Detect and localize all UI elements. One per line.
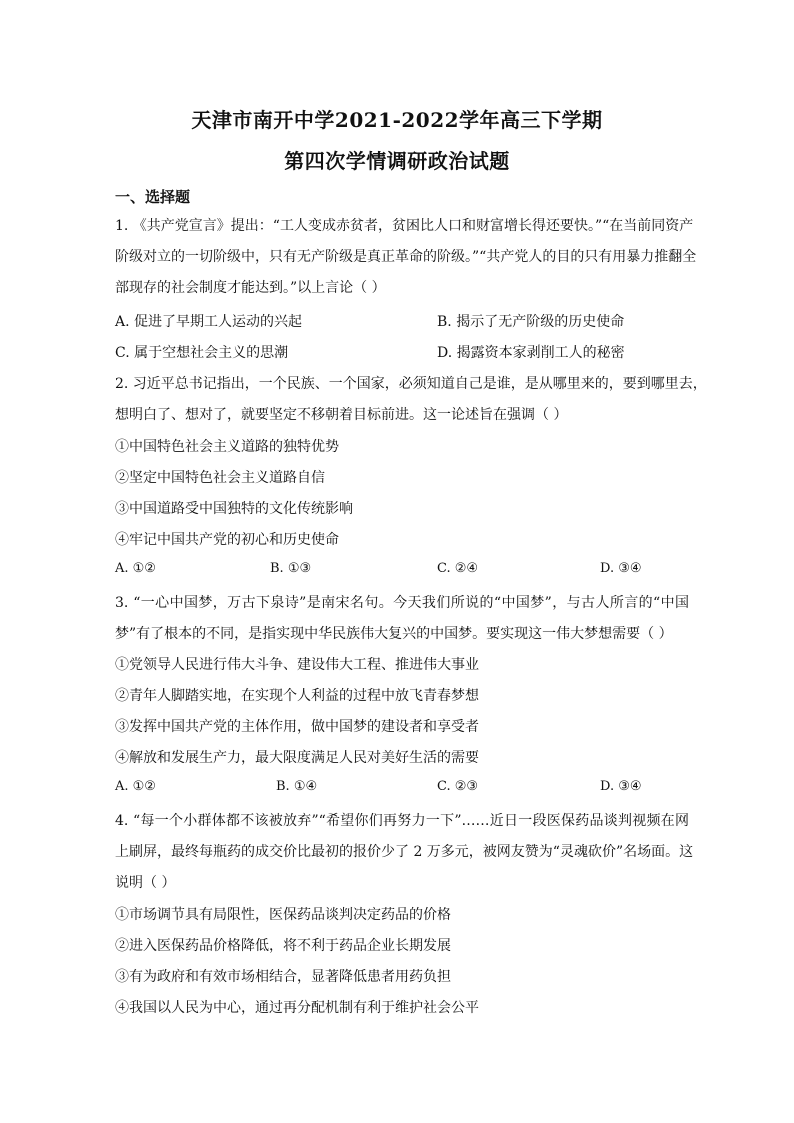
question-2-stem-line-1: 2. 习近平总书记指出，一个民族、一个国家，必须知道自己是谁，是从哪里来的，要到哪里去，: [115, 376, 707, 392]
question-3-option-a[interactable]: A. ①②: [115, 779, 156, 794]
question-1-option-b[interactable]: B. 揭示了无产阶级的历史使命: [437, 314, 625, 330]
question-4-stem-line-2: 上刷屏，最终每瓶药的成交价比最初的报价少了 2 万多元，被网友赞为“灵魂砍价”名场面。这: [115, 844, 694, 860]
exam-subtitle: 第四次学情调研政治试题: [284, 149, 510, 173]
question-3-stem-line-1: 3. “一心中国梦，万古下泉诗”是南宋名句。今天我们所说的“中国梦”，与古人所言的“中国: [115, 595, 689, 611]
question-3-option-d[interactable]: D. ③④: [600, 779, 642, 794]
question-1-stem-line-3: 部现存的社会制度才能达到。”以上言论（ ）: [115, 280, 386, 296]
question-2-statement-4: ④牢记中国共产党的初心和历史使命: [115, 532, 339, 548]
question-1-option-a[interactable]: A. 促进了早期工人运动的兴起: [115, 314, 303, 330]
question-1-option-c[interactable]: C. 属于空想社会主义的思潮: [115, 345, 289, 361]
question-1-stem-line-1: 1. 《共产党宣言》提出：“工人变成赤贫者，贫困比人口和财富增长得还要快。”“在当前同资产: [115, 218, 694, 234]
question-2-statement-2: ②坚定中国特色社会主义道路自信: [115, 470, 325, 486]
question-2-option-c[interactable]: C. ②④: [437, 561, 479, 576]
question-3-stem-line-2: 梦”有了根本的不同，是指实现中华民族伟大复兴的中国梦。要实现这一伟大梦想需要（ ）: [115, 626, 673, 642]
question-4-statement-4: ④我国以人民为中心，通过再分配机制有利于维护社会公平: [115, 1000, 479, 1016]
question-3-option-c[interactable]: C. ②③: [437, 779, 479, 794]
question-2-option-b[interactable]: B. ①③: [270, 561, 312, 576]
question-1-stem-line-2: 阶级对立的一切阶级中，只有无产阶级是真正革命的阶级。”“共产党人的目的只有用暴力推翻全: [115, 249, 697, 265]
question-4-statement-3: ③有为政府和有效市场相结合，显著降低患者用药负担: [115, 969, 451, 985]
question-4-stem-line-3: 说明（ ）: [115, 875, 176, 891]
question-2-option-a[interactable]: A. ①②: [115, 561, 156, 576]
exam-title: 天津市南开中学2021-2022学年高三下学期: [191, 108, 603, 132]
section-heading: 一、选择题: [115, 188, 191, 206]
question-1-option-d[interactable]: D. 揭露资本家剥削工人的秘密: [437, 345, 625, 361]
question-3-statement-2: ②青年人脚踏实地，在实现个人利益的过程中放飞青春梦想: [115, 688, 479, 704]
question-2-stem-line-2: 想明白了、想对了，就要坚定不移朝着目标前进。这一论述旨在强调（ ）: [115, 407, 568, 423]
question-2-statement-1: ①中国特色社会主义道路的独特优势: [115, 439, 339, 455]
question-2-option-d[interactable]: D. ③④: [600, 561, 642, 576]
question-3-statement-4: ④解放和发展生产力，最大限度满足人民对美好生活的需要: [115, 750, 479, 766]
question-4-statement-1: ①市场调节具有局限性，医保药品谈判决定药品的价格: [115, 907, 451, 923]
question-4-stem-line-1: 4. “每一个小群体都不该被放弃”“希望你们再努力一下”……近日一段医保药品谈判视频在网: [115, 813, 689, 829]
question-2-statement-3: ③中国道路受中国独特的文化传统影响: [115, 501, 353, 517]
question-3-option-b[interactable]: B. ①④: [276, 779, 318, 794]
question-3-statement-1: ①党领导人民进行伟大斗争、建设伟大工程、推进伟大事业: [115, 657, 479, 673]
question-4-statement-2: ②进入医保药品价格降低，将不利于药品企业长期发展: [115, 938, 451, 954]
question-3-statement-3: ③发挥中国共产党的主体作用，做中国梦的建设者和享受者: [115, 719, 479, 735]
